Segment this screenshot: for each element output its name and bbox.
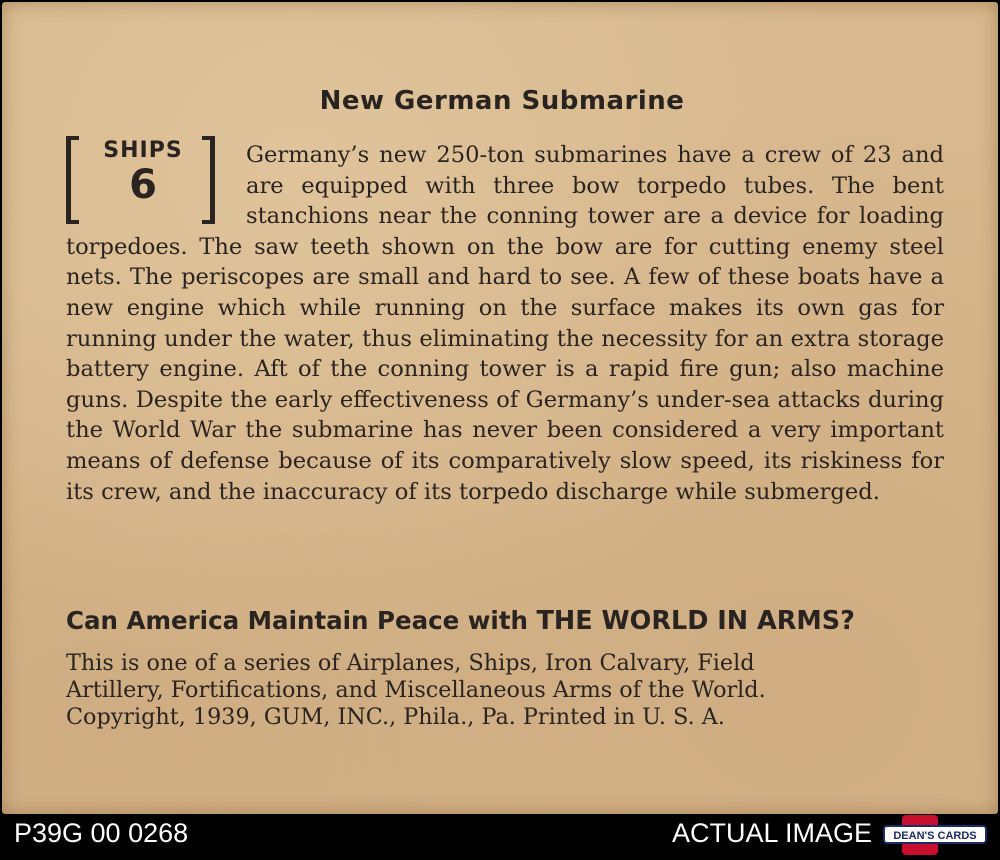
catalog-id: P39G 00 0268 [14, 818, 189, 848]
logo-text: DEAN'S CARDS [893, 830, 977, 842]
badge-spacer [66, 140, 246, 228]
actual-image-label: ACTUAL IMAGE [672, 818, 873, 848]
footer-line: Artillery, Fortifications, and Miscellaneous Arms of the World. [66, 677, 766, 703]
card-back [2, 2, 998, 814]
series-footer [66, 650, 946, 731]
badge-number: 6 [129, 162, 157, 208]
footer-line: This is one of a series of Airplanes, Ships, Iron Calvary, Field [66, 650, 755, 676]
series-question [66, 606, 956, 636]
footer-line: Copyright, 1939, GUM, INC., Phila., Pa. Printed in U. S. A. [66, 704, 725, 730]
description-text: Germany’s new 250-ton submarines have a crew of 23 and are equipped with three bow torpedo tubes. The bent stanchions near the conning tower are a device for loading torpedoes. The saw teeth shown on the bow are for cutting enemy steel nets. The periscopes are small and hard to see. A few of these boats have a new engine which while running on the surface makes its own gas for running under the water, thus eliminating the necessity for an extra storage battery engine. Aft of the conning tower is a rapid fire gun; also machine guns. Despite the early effectiveness of Germany’s under-sea attacks during the World War the submarine has never been considered a very important means of defense because of its comparatively slow speed, its riskiness for its crew, and the inaccuracy of its torpedo discharge while submerged. [66, 142, 944, 505]
badge-category: SHIPS [103, 138, 183, 163]
deans-cards-logo [882, 813, 988, 857]
question-emphasis: THE WORLD IN ARMS? [536, 606, 855, 636]
card-title: New German Submarine [319, 86, 685, 116]
description-block [66, 140, 944, 507]
question-prefix: Can America Maintain Peace with [66, 606, 537, 635]
